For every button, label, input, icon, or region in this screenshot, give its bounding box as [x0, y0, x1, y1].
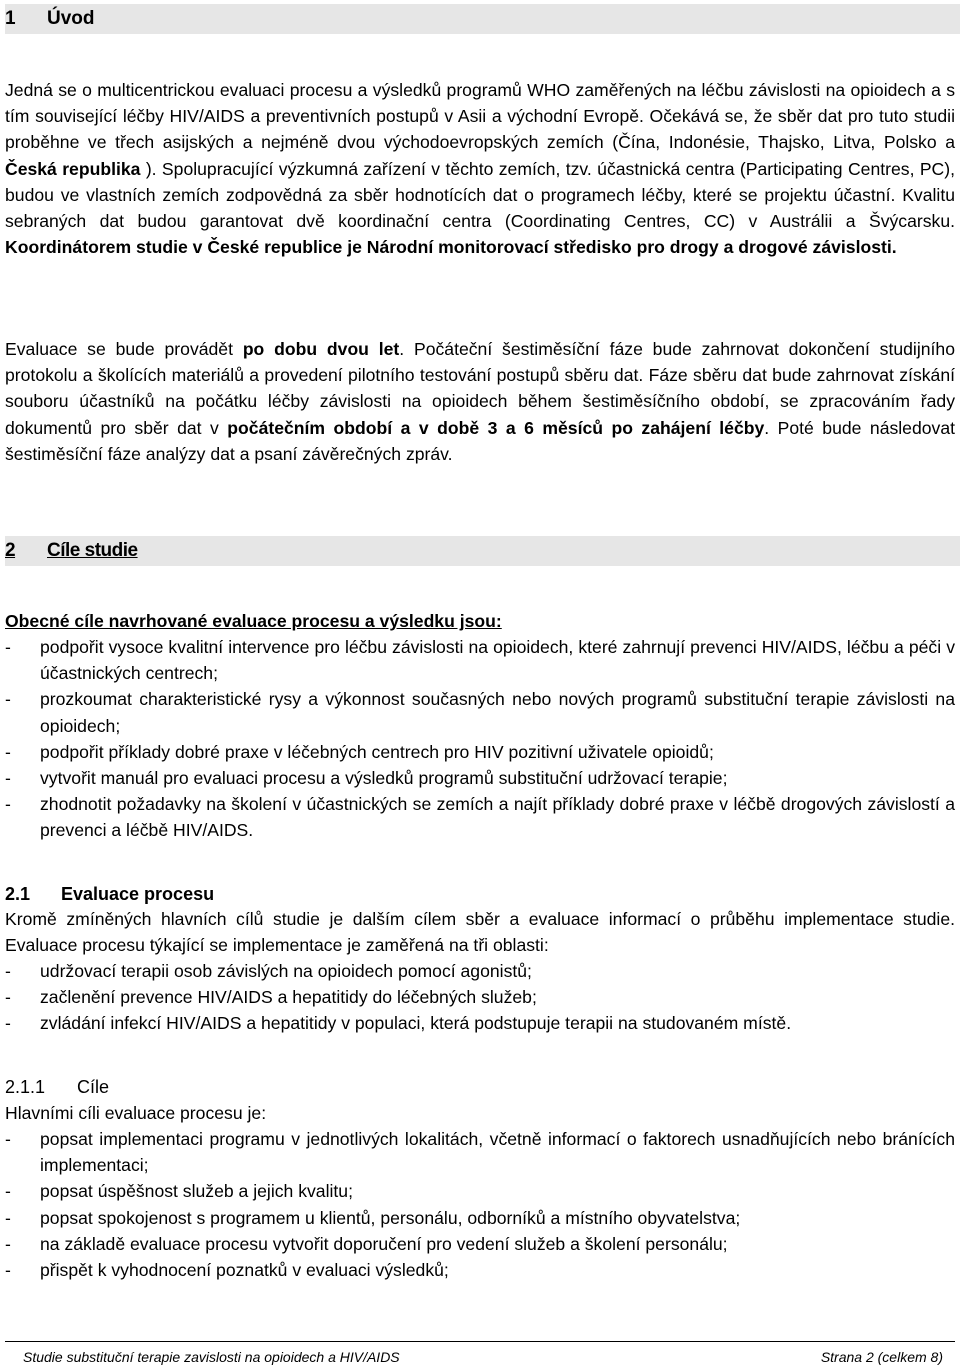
list-item: - vytvořit manuál pro evaluaci procesu a výsledků programů substituční udržovací terapie;	[5, 768, 728, 789]
subsection-2-1-1-intro: Hlavními cíli evaluace procesu je:	[5, 1103, 267, 1123]
subsection-2-1-heading: 2.1 Evaluace procesu	[5, 884, 215, 904]
intro-paragraph-2	[5, 336, 955, 467]
bold-text: počátečním období a v době 3 a 6 měsíců po zahájení léčby	[227, 417, 765, 438]
list-item: - začlenění prevence HIV/AIDS a hepatitidy do léčebných služeb;	[5, 987, 537, 1008]
bold-text: Česká republika	[5, 158, 141, 179]
goals-heading: Obecné cíle navrhované evaluace procesu a výsledku jsou:	[5, 611, 502, 631]
list-item: - prozkoumat charakteristické rysy a výkonnost současných nebo nových programů substituční terapie závislosti na opioidech;	[5, 689, 955, 736]
section-number: 2	[5, 540, 16, 561]
page-number: Strana 2 (celkem 8)	[820, 1349, 943, 1365]
list-item: - zvládání infekcí HIV/AIDS a hepatitidy v populaci, která podstupuje terapii na studovaném místě.	[5, 1013, 792, 1034]
text: Jedná se o multicentrickou evaluaci procesu a výsledků programů WHO zaměřených na léčbu závislosti na opioidech a s tím související léčby HIV/AIDS a preventivních postupů v Asii a východní Evropě. Očekává se, že sběr dat pro tuto studii proběhne ve třech asijských a nejméně dvou východoevropských zemích (Čína, Indonésie, Thajsko, Litva, Polsko a	[5, 80, 955, 153]
list-item: - zhodnotit požadavky na školení v účastnických se zemích a najít příklady dobré praxe v léčbě drogových závislostí a prevenci a léčbě HIV/AIDS.	[5, 794, 955, 841]
text: Evaluace se bude provádět	[5, 339, 233, 359]
text: . Počáteční šestiměsíční fáze bude zahrnovat dokončení studijního protokolu a školících materiálů a provedení pilotního testování postupů sběru dat. Fáze sběru dat bude zahrnovat získání souboru účastníků na počátku léčby závislosti na opioidech během šestiměsíčního období, se zpracováním řady dokumentů pro sběr dat v	[5, 339, 955, 438]
list-item: - udržovací terapii osob závislých na opioidech pomocí agonistů;	[5, 961, 532, 981]
subsection-2-1-1-heading: 2.1.1 Cíle	[5, 1077, 110, 1097]
list-item: - na základě evaluace procesu vytvořit doporučení pro vedení služeb a školení personálu;	[5, 1233, 728, 1254]
footer-divider	[5, 1341, 955, 1342]
areas-list	[5, 958, 955, 1037]
section-number: 1	[5, 8, 16, 29]
list-item: - podpořit příklady dobré praxe v léčebných centrech pro HIV pozitivní uživatele opioidů;	[5, 741, 714, 762]
list-item: - popsat implementaci programu v jednotlivých lokalitách, včetně informací o faktorech usnadňujících nebo bránících implementaci;	[5, 1129, 955, 1176]
section-title: Cíle studie	[47, 540, 138, 561]
goals-list	[5, 634, 955, 844]
footer-title: Studie substituční terapie zavislosti na opioidech a HIV/AIDS	[23, 1349, 400, 1365]
text: ). Spolupracující výzkumná zařízení v těchto zemích, tzv. účastnická centra (Participating Centres, PC), budou ve vlastních zemích zodpovědná za sběr hodnotících dat o programech léčby, které se projektu účastní. Kvalitu sebraných dat budou garantovat dvě koordinační centra (Coordinating Centres, CC) v Austrálii a Švýcarsku.	[5, 158, 956, 232]
section-title: Úvod	[47, 8, 95, 29]
list-item: - přispět k vyhodnocení poznatků v evaluaci výsledků;	[5, 1260, 449, 1281]
section-2-heading	[5, 536, 960, 566]
list-item: - podpořit vysoce kvalitní intervence pro léčbu závislosti na opioidech, které zahrnují prevenci HIV/AIDS, léčbu a péči v účastnických centrech;	[5, 637, 955, 684]
bold-text: po dobu dvou let	[242, 339, 400, 359]
subsection-2-1-intro: Kromě zmíněných hlavních cílů studie je dalším cílem sběr a evaluace informací o průběhu implementace studie. Evaluace procesu týkající se implementace je zaměřená na tři oblasti:	[5, 909, 955, 956]
text: . Poté bude následovat šestiměsíční fáze analýzy dat a psaní závěrečných zpráv.	[5, 417, 956, 464]
intro-paragraph-1	[5, 77, 955, 260]
list-item: - popsat úspěšnost služeb a jejich kvalitu;	[5, 1181, 353, 1202]
list-item: - popsat spokojenost s programem u klientů, personálu, odborníků a místního obyvatelstva;	[5, 1207, 741, 1228]
bold-text: Koordinátorem studie v České republice je Národní monitorovací středisko pro drogy a drogové závislosti.	[5, 237, 897, 258]
objectives-list	[5, 1126, 955, 1283]
section-1-heading	[5, 4, 960, 34]
